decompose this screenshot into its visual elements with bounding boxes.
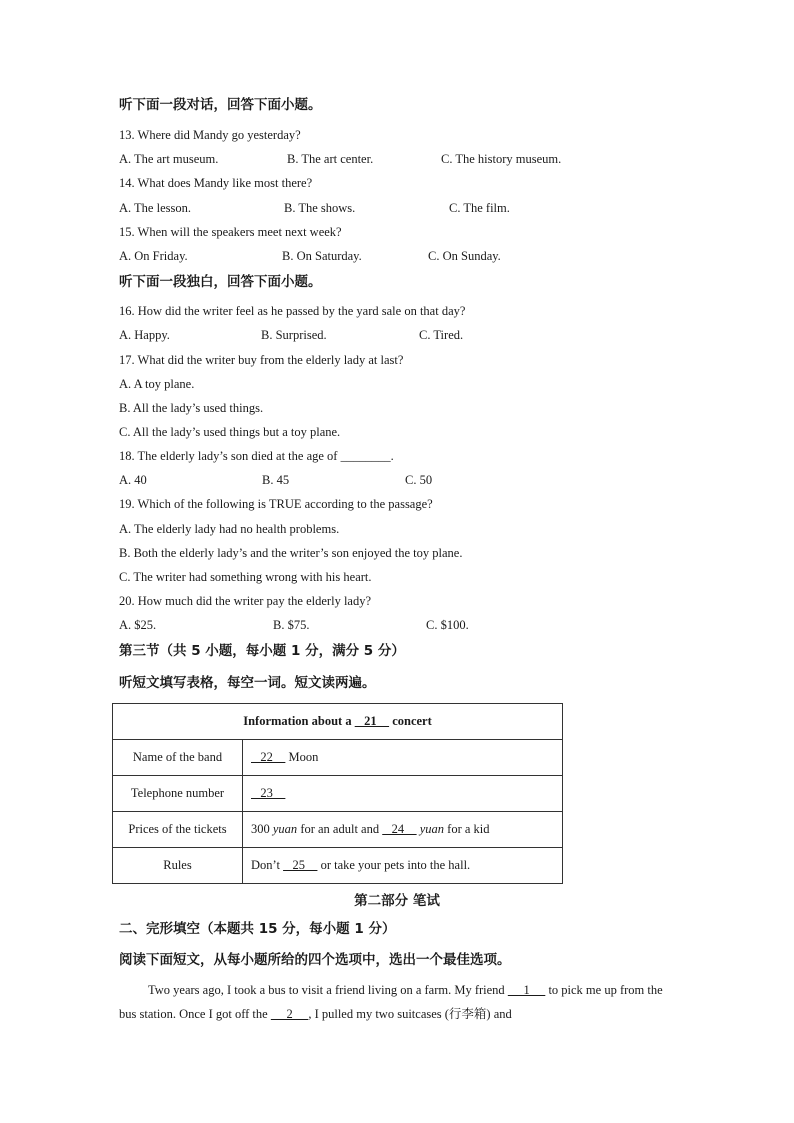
option-14a: A. The lesson. [119,201,191,215]
option-20a: A. $25. [119,618,157,632]
written-section-title: 第二部分 笔试 [354,893,440,909]
price-suffix: for a kid [444,822,490,836]
question-14: 14. What does Mandy like most there? [119,176,313,190]
option-16c: C. Tired. [419,328,464,342]
rules-prefix: Don’t [251,858,284,872]
question-13: 13. Where did Mandy go yesterday? [119,128,301,142]
price-value [243,812,563,848]
option-19a: A. The elderly lady had no health problems. [119,522,340,536]
blank-24: 24 [382,822,417,836]
band-suffix: Moon [285,750,319,764]
option-15b: B. On Saturday. [282,249,362,263]
option-20c: C. $100. [426,618,469,632]
section-heading-monologue: 听下面一段独白，回答下面小题。 [119,274,322,290]
cloze-text-2: to pick me up from the bus station. Once I got off the [119,983,663,1021]
table-title-text: Information about a [243,714,355,728]
question-17: 17. What did the writer buy from the elderly lady at last? [119,353,404,367]
option-18a: A. 40 [119,473,147,487]
option-13b: B. The art center. [287,152,374,166]
question-15: 15. When will the speakers meet next week? [119,225,342,239]
rules-value [243,848,563,884]
option-14b: B. The shows. [284,201,356,215]
blank-25: 25 [283,858,318,872]
question-20: 20. How much did the writer pay the elderly lady? [119,594,372,608]
option-19c: C. The writer had something wrong with his heart. [119,570,372,584]
rules-suffix: or take your pets into the hall. [317,858,471,872]
option-17a: A. A toy plane. [119,377,195,391]
cloze-blank-1: 1 [507,983,546,997]
band-value [243,740,563,776]
option-17b: B. All the lady’s used things. [119,401,264,415]
option-14c: C. The film. [449,201,510,215]
option-18c: C. 50 [405,473,433,487]
phone-label: Telephone number [113,776,243,812]
question-18: 18. The elderly lady’s son died at the age of ________. [119,449,394,463]
table-title [113,704,563,740]
cloze-text-1: Two years ago, I took a bus to visit a friend living on a farm. My friend [148,983,508,997]
cloze-text-3: , I pulled my two suitcases (行李箱) and [308,1007,512,1021]
option-15a: A. On Friday. [119,249,188,263]
question-16: 16. How did the writer feel as he passed by the yard sale on that day? [119,304,466,318]
cloze-instruction: 阅读下面短文，从每小题所给的四个选项中，选出一个最佳选项。 [119,952,511,968]
rules-label: Rules [113,848,243,884]
option-16a: A. Happy. [119,328,170,342]
price-label: Prices of the tickets [113,812,243,848]
option-13a: A. The art museum. [119,152,219,166]
question-19: 19. Which of the following is TRUE according to the passage? [119,497,433,511]
section-heading-part3: 第三节（共 5 小题，每小题 1 分，满分 5 分） [119,643,405,659]
cloze-heading: 二、完形填空（本题共 15 分，每小题 1 分） [119,921,396,937]
option-20b: B. $75. [273,618,310,632]
section-heading-dialogue: 听下面一段对话，回答下面小题。 [119,97,322,113]
option-18b: B. 45 [262,473,290,487]
table-title-suffix: concert [389,714,432,728]
price-unit-2: yuan [419,822,445,836]
blank-23: 23 [251,786,286,800]
price-prefix: 300 [251,822,273,836]
option-16b: B. Surprised. [261,328,327,342]
option-13c: C. The history museum. [441,152,562,166]
cloze-blank-2: 2 [270,1007,309,1021]
price-unit-1: yuan [272,822,298,836]
option-17c: C. All the lady’s used things but a toy plane. [119,425,341,439]
cloze-paragraph [119,978,674,1026]
option-15c: C. On Sunday. [428,249,501,263]
option-19b: B. Both the elderly lady’s and the writer’s son enjoyed the toy plane. [119,546,463,560]
phone-value [243,776,563,812]
part3-instruction: 听短文填写表格，每空一词。短文读两遍。 [119,675,376,691]
concert-info-table [112,703,563,884]
blank-21: 21 [354,714,390,728]
blank-22: 22 [251,750,286,764]
band-label: Name of the band [113,740,243,776]
price-mid: for an adult and [297,822,383,836]
